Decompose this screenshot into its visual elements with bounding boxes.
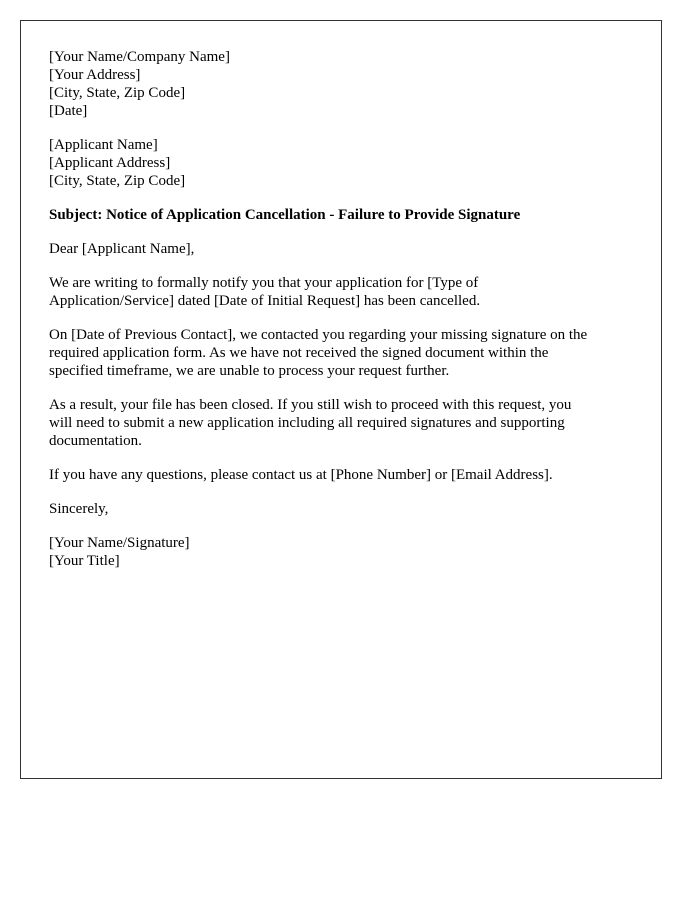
paragraph-line: Application/Service] dated [Date of Initial Request] has been cancelled. xyxy=(49,293,481,309)
signature-title-line: [Your Title] xyxy=(49,553,120,569)
body-paragraph-4 xyxy=(49,466,635,484)
body-paragraph-3 xyxy=(49,396,635,450)
paragraph-line: If you have any questions, please contact us at [Phone Number] or [Email Address]. xyxy=(49,467,553,483)
signature-block xyxy=(49,534,635,570)
sender-address-line: [Your Address] xyxy=(49,67,141,83)
body-paragraph-2 xyxy=(49,326,635,380)
sender-city-state-zip-line: [City, State, Zip Code] xyxy=(49,85,186,101)
sender-block xyxy=(49,48,635,120)
paragraph-line: required application form. As we have not received the signed document within the xyxy=(49,345,549,361)
subject-block xyxy=(49,206,635,224)
paragraph-line: specified timeframe, we are unable to process your request further. xyxy=(49,363,450,379)
subject-line: Subject: Notice of Application Cancellation - Failure to Provide Signature xyxy=(49,207,521,223)
recipient-block xyxy=(49,136,635,190)
body-paragraph-1 xyxy=(49,274,635,310)
signature-name-line: [Your Name/Signature] xyxy=(49,535,190,551)
paragraph-line: will need to submit a new application including all required signatures and supporting xyxy=(49,415,565,431)
paragraph-line: On [Date of Previous Contact], we contacted you regarding your missing signature on the xyxy=(49,327,588,343)
recipient-address-line: [Applicant Address] xyxy=(49,155,171,171)
date-line: [Date] xyxy=(49,103,88,119)
paragraph-line: As a result, your file has been closed. If you still wish to proceed with this request, you xyxy=(49,397,572,413)
closing-block xyxy=(49,500,635,518)
letter-document xyxy=(20,20,662,779)
paragraph-line: We are writing to formally notify you that your application for [Type of xyxy=(49,275,479,291)
salutation-line: Dear [Applicant Name], xyxy=(49,241,195,257)
recipient-name-line: [Applicant Name] xyxy=(49,137,158,153)
recipient-city-state-zip-line: [City, State, Zip Code] xyxy=(49,173,186,189)
paragraph-line: documentation. xyxy=(49,433,142,449)
closing-line: Sincerely, xyxy=(49,501,109,517)
sender-name-line: [Your Name/Company Name] xyxy=(49,49,230,65)
salutation-block xyxy=(49,240,635,258)
